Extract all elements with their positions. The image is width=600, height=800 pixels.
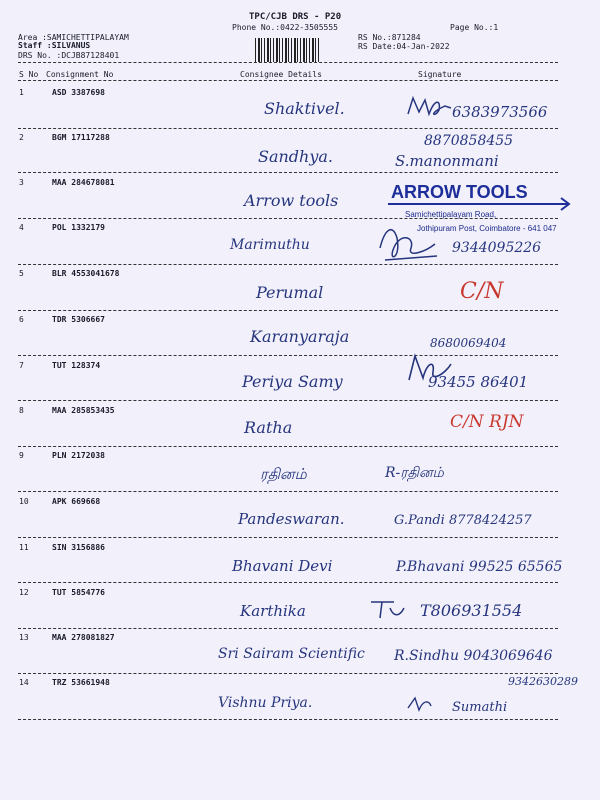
signature-text: S.manonmani: [395, 152, 499, 170]
consignee-handwriting: Pandeswaran.: [238, 510, 345, 528]
consignee-handwriting: Sandhya.: [258, 147, 334, 166]
stamp-name: ARROW TOOLS: [391, 182, 528, 202]
consignee-handwriting: Karanyaraja: [250, 327, 350, 346]
row-number: 5: [19, 269, 24, 278]
signature-text: R.Sindhu 9043069646: [394, 648, 553, 664]
consignee-handwriting: Shaktivel.: [264, 99, 345, 118]
col-sno: S No: [19, 70, 39, 79]
divider: [18, 264, 558, 265]
consignee-handwriting: Arrow tools: [244, 191, 339, 210]
divider: [18, 491, 558, 492]
divider: [18, 218, 558, 219]
row-number: 9: [19, 451, 24, 460]
divider: [18, 719, 558, 720]
row-number: 14: [19, 678, 29, 687]
consignment-number: TUT 128374: [52, 361, 101, 370]
signature-text: C/N: [460, 279, 504, 304]
phone-handwriting: 8870858455: [424, 133, 514, 149]
signature-text: C/N RJN: [450, 412, 524, 432]
consignee-handwriting: Perumal: [256, 283, 324, 302]
row-number: 8: [19, 406, 24, 415]
divider: [18, 128, 558, 129]
drs-number: DRS No. :DCJB87128401: [18, 51, 120, 60]
stamp-address-line: Samichettipalayam Road,: [405, 210, 497, 219]
col-signature: Signature: [418, 70, 462, 79]
consignee-handwriting: Bhavani Devi: [232, 557, 333, 575]
signature-text: T806931554: [420, 601, 523, 620]
signature-scribble: [368, 598, 408, 620]
stamp-address-line: Jothipuram Post, Coimbatore - 641 047: [417, 224, 557, 233]
row-number: 11: [19, 543, 29, 552]
staff-label: Staff :SILVANUS: [18, 41, 91, 50]
page-number: Page No.:1: [450, 23, 499, 32]
divider: [18, 355, 558, 356]
consignee-handwriting: Ratha: [244, 418, 293, 437]
divider: [18, 537, 558, 538]
signature-text: G.Pandi 8778424257: [394, 513, 532, 528]
signature-text: P.Bhavani 99525 65565: [396, 559, 563, 575]
signature-text: 6383973566: [452, 103, 548, 121]
consignee-handwriting: Sri Sairam Scientific: [218, 646, 365, 662]
divider: [18, 80, 558, 81]
consignee-handwriting: Vishnu Priya.: [218, 695, 313, 711]
col-consignee: Consignee Details: [240, 70, 322, 79]
consignment-number: TRZ 53661948: [52, 678, 110, 687]
divider: [18, 310, 558, 311]
row-number: 10: [19, 497, 29, 506]
barcode-icon: [255, 38, 320, 62]
row-number: 3: [19, 178, 24, 187]
signature-scribble: [375, 218, 445, 266]
divider: [18, 582, 558, 583]
signature-text: R-ரதினம்: [385, 465, 444, 481]
divider: [18, 628, 558, 629]
row-number: 2: [19, 133, 24, 142]
consignee-handwriting: Marimuthu: [230, 237, 310, 253]
consignee-handwriting: ரதினம்: [260, 465, 307, 483]
row-number: 13: [19, 633, 29, 642]
consignment-number: BLR 4553041678: [52, 269, 120, 278]
row-number: 6: [19, 315, 24, 324]
consignment-number: SIN 3156886: [52, 543, 105, 552]
divider: [18, 400, 558, 401]
area-label: Area :SAMICHETTIPALAYAM: [18, 33, 129, 42]
consignment-number: APK 669668: [52, 497, 101, 506]
phone-handwriting: 9342630289: [508, 675, 578, 688]
signature-scribble: [405, 694, 435, 714]
divider: [18, 62, 558, 63]
consignment-number: TUT 5854776: [52, 588, 105, 597]
rs-date: RS Date:04-Jan-2022: [358, 42, 450, 51]
signature-text: 9344095226: [452, 240, 542, 256]
divider: [18, 673, 558, 674]
consignee-handwriting: Periya Samy: [242, 372, 343, 391]
consignment-number: MAA 284678081: [52, 178, 115, 187]
consignment-number: BGM 17117288: [52, 133, 110, 142]
phone-number: Phone No.:0422-3505555: [232, 23, 338, 32]
consignment-number: ASD 3387698: [52, 88, 105, 97]
signature-text: 93455 86401: [428, 373, 529, 391]
consignment-number: TDR 5306667: [52, 315, 105, 324]
row-number: 12: [19, 588, 29, 597]
consignment-number: MAA 278081827: [52, 633, 115, 642]
signature-text: 8680069404: [430, 336, 507, 350]
signature-text: Sumathi: [452, 700, 508, 715]
sheet-title: TPC/CJB DRS - P20: [249, 12, 342, 22]
consignment-number: PLN 2172038: [52, 451, 105, 460]
row-number: 4: [19, 223, 24, 232]
consignment-number: MAA 285853435: [52, 406, 115, 415]
row-number: 1: [19, 88, 24, 97]
divider: [18, 446, 558, 447]
divider: [18, 172, 558, 173]
consignment-number: POL 1332179: [52, 223, 105, 232]
row-number: 7: [19, 361, 24, 370]
col-consignment: Consignment No: [46, 70, 114, 79]
consignee-handwriting: Karthika: [240, 602, 306, 620]
signature-scribble: [405, 92, 455, 122]
rs-number: RS No.:871284: [358, 33, 421, 42]
